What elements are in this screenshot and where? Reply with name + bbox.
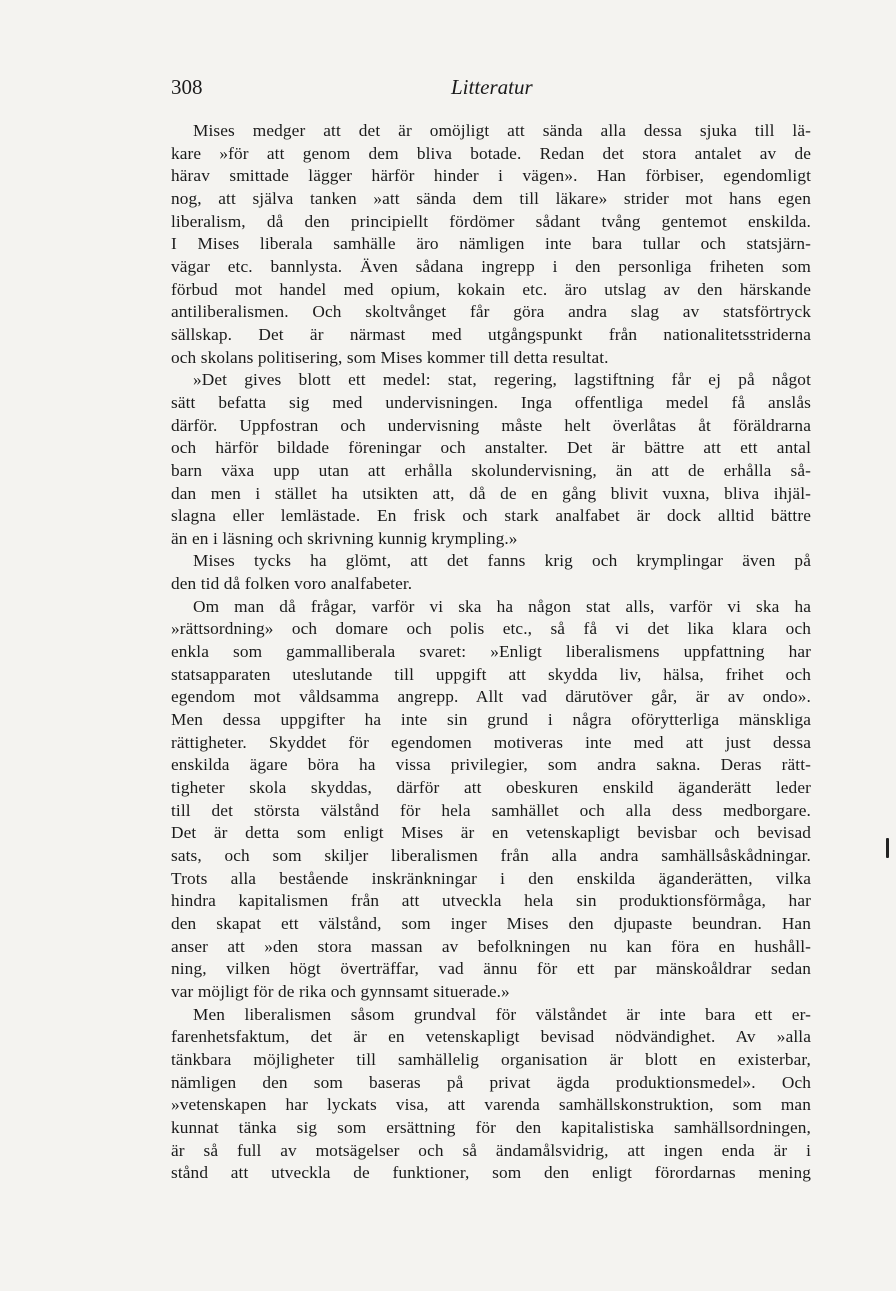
page-header <box>171 72 811 102</box>
text-line: statsapparaten uteslutande till uppgift att skydda liv, hälsa, frihet och <box>171 664 811 684</box>
text-line: ning, vilken högt överträffar, vad ännu för ett par mänskoåldrar sedan <box>171 959 811 979</box>
page-number: 308 <box>171 75 203 99</box>
text-line: den skapat ett välstånd, som inger Mises den djupaste beundran. Han <box>171 913 811 933</box>
body-text <box>171 120 811 1185</box>
text-line: enkla som gammalliberala svaret: »Enligt liberalismens uppfattning har <box>171 642 811 662</box>
text-line: dan men i stället ha utsikten att, då de en gång blivit vuxna, bliva ihjäl- <box>171 483 811 503</box>
text-line: stånd att utveckla de funktioner, som den enligt förordarnas mening <box>171 1163 811 1183</box>
text-line: Mises medger att det är omöjligt att sända alla dessa sjuka till lä- <box>193 121 811 140</box>
text-line: sätt befatta sig med undervisningen. Inga offentliga medel få anslås <box>171 392 811 412</box>
text-line: Men liberalismen såsom grundval för välståndet är inte bara ett er- <box>193 1004 811 1024</box>
text-line: härav smittade lägger härför hinder i vägen». Han förbiser, egendomligt <box>171 166 811 186</box>
text-line: vägar etc. bannlysta. Även sådana ingrepp i den personliga friheten som <box>171 256 811 276</box>
text-line: till det största välstånd för hela samhället och alla dess medborgare. <box>171 800 811 820</box>
text-line: anser att »den stora massan av befolkningen nu kan föra en hushåll- <box>171 936 811 956</box>
text-line: egendom mot våldsamma angrepp. Allt vad därutöver går, är av ondo». <box>171 687 811 707</box>
text-line: Om man då frågar, varför vi ska ha någon stat alls, varför vi ska ha <box>193 596 811 616</box>
text-line: hindra kapitalismen från att utveckla hela sin produktionsförmåga, har <box>171 891 811 911</box>
text-line: rättigheter. Skyddet för egendomen motiveras inte med att just dessa <box>171 732 811 752</box>
text-line: var möjligt för de rika och gynnsamt situerade.» <box>171 981 510 1001</box>
text-line: den tid då folken voro analfabeter. <box>171 574 413 594</box>
text-line: enskilda ägare böra ha vissa privilegier, som andra sakna. Deras rätt- <box>171 755 811 775</box>
text-line: och skolans politisering, som Mises kommer till detta resultat. <box>171 347 609 367</box>
text-line: »Det gives blott ett medel: stat, regering, lagstiftning får ej på något <box>193 370 811 390</box>
text-line: Trots alla bestående inskränkningar i den enskilda äganderätten, vilka <box>171 868 811 888</box>
text-line: Det är detta som enligt Mises är en vetenskapligt bevisbar och bevisad <box>171 823 811 843</box>
text-line: slagna eller lemlästade. En frisk och stark analfabet är dock alltid bättre <box>171 506 811 526</box>
text-line: sällskap. Det är närmast med utgångspunkt från nationalitetsstriderna <box>171 324 811 344</box>
running-title: Litteratur <box>451 75 533 99</box>
text-line: kare »för att genom dem bliva botade. Redan det stora antalet av de <box>171 143 811 163</box>
text-line: nog, att själva tanken »att sända dem till läkare» strider mot hans egen <box>171 188 811 208</box>
text-line: I Mises liberala samhälle äro nämligen inte bara tullar och statsjärn- <box>171 234 811 254</box>
margin-mark <box>886 838 889 858</box>
text-line: kunnat tänka sig som ersättning för den kapitalistiska samhällsordningen, <box>171 1117 811 1137</box>
text-line: nämligen den som baseras på privat ägda produktionsmedel». Och <box>171 1072 811 1092</box>
text-line: »rättsordning» och domare och polis etc., så få vi det lika klara och <box>171 619 811 639</box>
text-line: tigheter skola skyddas, därför att obeskuren enskild äganderätt leder <box>171 778 811 798</box>
text-line: förbud mot handel med opium, kokain etc. äro utslag av den härskande <box>171 279 811 299</box>
text-line: sats, och som skiljer liberalismen från alla andra samhällsåskådningar. <box>171 846 811 865</box>
text-line: Mises tycks ha glömt, att det fanns krig och krymplingar även på <box>193 551 811 571</box>
text-line: är så full av motsägelser och så ändamålsvidrig, att ingen enda är i <box>171 1140 811 1160</box>
text-line: tänkbara möjligheter till samhällelig organisation är blott en existerbar, <box>171 1049 811 1069</box>
text-line: därför. Uppfostran och undervisning måste helt överlåtas åt föräldrarna <box>171 415 811 435</box>
text-line: antiliberalismen. Och skoltvånget får göra andra slag av statsförtryck <box>171 302 811 322</box>
text-line: Men dessa uppgifter ha inte sin grund i några oförytterliga mänskliga <box>171 710 811 730</box>
text-line: och härför bildade föreningar och anstalter. Det är bättre att ett antal <box>171 438 811 458</box>
text-line: »vetenskapen har lyckats visa, att varenda samhällskonstruktion, som man <box>171 1095 811 1115</box>
text-line: än en i läsning och skrivning kunnig krympling.» <box>171 528 518 548</box>
text-line: liberalism, då den principiellt fördömer sådant tvång gentemot enskilda. <box>171 211 811 231</box>
text-line: barn växa upp utan att erhålla skolundervisning, än att de erhålla så- <box>171 460 811 480</box>
text-line: farenhetsfaktum, det är en vetenskapligt bevisad nödvändighet. Av »alla <box>171 1027 811 1047</box>
